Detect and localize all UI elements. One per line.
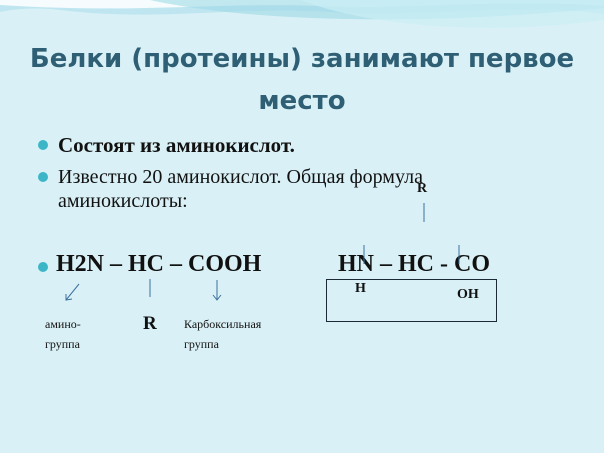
amino-group-label xyxy=(45,314,81,354)
carboxyl-group-label xyxy=(184,314,261,354)
bullet-2-line-1: Известно 20 аминокислот. Общая формула xyxy=(58,166,423,188)
title-line-1: Белки (протеины) занимают первое xyxy=(29,44,575,74)
radical-label-top: R xyxy=(417,181,428,196)
bullet-2-text xyxy=(58,165,423,213)
hydrogen-label: H xyxy=(355,281,366,296)
formula-general: H2N – HC – COOH xyxy=(56,251,262,277)
hydroxyl-label: OH xyxy=(457,287,479,302)
formula-peptide: HN – HC - CO xyxy=(338,251,490,277)
bullet-2-line-2: аминокислоты: xyxy=(58,190,188,212)
carboxyl-arrow-head xyxy=(213,295,221,300)
radical-label: R xyxy=(143,313,157,334)
bullet-1-text: Состоят из аминокислот. xyxy=(58,133,295,157)
amino-arrow xyxy=(66,284,79,300)
carboxyl-label-line-1: Карбоксильная xyxy=(184,317,262,331)
carboxyl-label-line-2: группа xyxy=(184,337,219,351)
amino-arrow-head xyxy=(66,294,72,300)
bullet-dot-3 xyxy=(38,262,48,272)
amino-label-line-2: группа xyxy=(45,337,80,351)
amino-label-line-1: амино- xyxy=(45,317,81,331)
bullet-dot-1 xyxy=(38,140,48,150)
bullet-dot-2 xyxy=(38,172,48,182)
title-line-2: место xyxy=(258,86,346,116)
slide-title xyxy=(20,38,584,122)
